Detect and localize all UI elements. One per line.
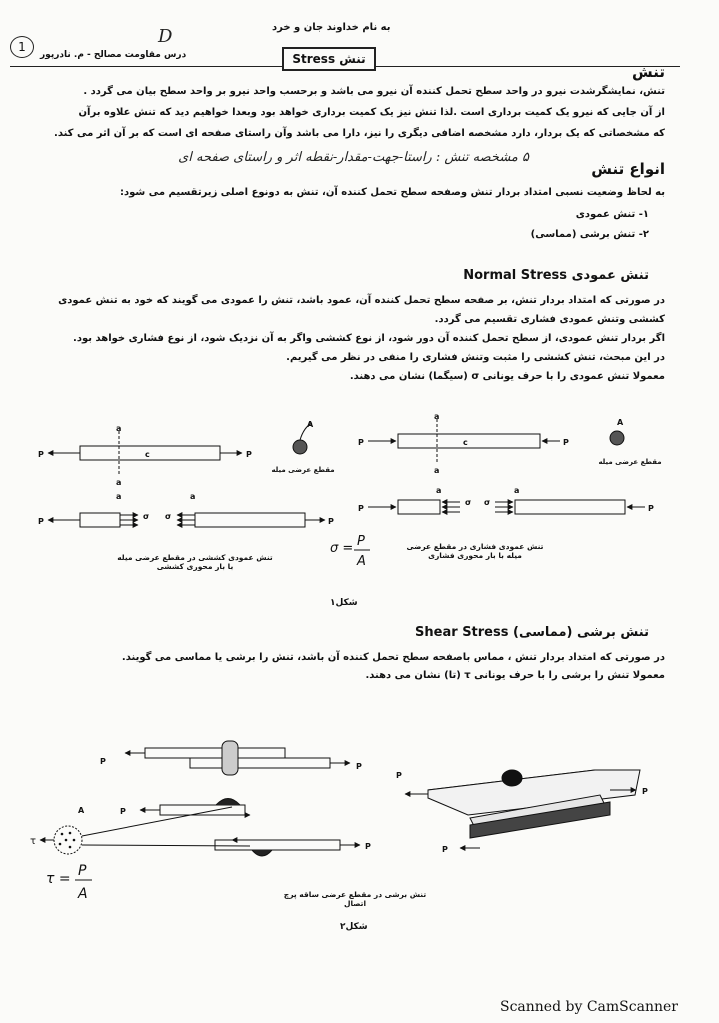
fig1-label-c1: c bbox=[145, 450, 150, 459]
figure-2-caption: شکل۲ bbox=[340, 922, 368, 932]
shear-cross-section bbox=[54, 826, 82, 854]
fig1-label-a5: a bbox=[116, 492, 122, 501]
fig1-label-P5: P bbox=[38, 517, 44, 526]
fig1-caption-tension: تنش عمودی کششی در مقطع عرضی میله با بار محوری کششی bbox=[117, 553, 273, 571]
fig2-label-P1: P bbox=[100, 757, 106, 766]
stress-para-1: تنش، نمایشگرشدت نیرو در واحد سطح تحمل کننده آن نیرو می باشد و برحسب واحد نیرو بر واحد سطح بیان می گردد . bbox=[83, 86, 665, 97]
fig1-label-a4: a bbox=[434, 466, 440, 475]
fig1-label-P4: P bbox=[563, 438, 569, 447]
figure-1-caption: شکل۱ bbox=[330, 598, 358, 608]
fig1-cross-label-left: مقطع عرضی میله bbox=[271, 466, 335, 474]
fig2-label-P7: P bbox=[442, 845, 448, 854]
figure-2-diagram bbox=[0, 720, 719, 905]
fig1-formula-num: P bbox=[357, 534, 365, 549]
fig2-caption-bolt: تنش برشی در مقطع عرضی ساقه پرچ اتصال bbox=[283, 890, 427, 908]
fig1-label-A2: A bbox=[617, 418, 624, 427]
bar-tension-full bbox=[80, 446, 220, 460]
heading-stress-types: انواع تنش bbox=[591, 160, 665, 178]
types-item-normal: ۱- تنش عمودی bbox=[575, 209, 649, 220]
fig1-cross-label-right: مقطع عرضی میله bbox=[598, 458, 662, 466]
handwritten-mark: D bbox=[158, 26, 173, 47]
shear-line-1: در صورتی که امتداد بردار تنش ، مماس باصفحه سطح تحمل کننده آن باشد، تنش را برشی یا مماسی می گویند. bbox=[121, 652, 665, 663]
fig1-label-P8: P bbox=[648, 504, 654, 513]
fig1-label-A1: A bbox=[307, 420, 314, 429]
normal-line-2: کششی وتنش عمودی فشاری تقسیم می گردد. bbox=[434, 314, 665, 325]
rivet-top bbox=[222, 741, 238, 775]
heading-shear-stress: تنش برشی (مماسی) Shear Stress bbox=[415, 625, 649, 640]
normal-line-3: اگر بردار تنش عمودی، از سطح تحمل کننده آن دور شود، از نوع کششی واگر به آن نزدیک شود، از نوع فشاری خواهد بود. bbox=[73, 333, 665, 344]
shear-line-2: معمولا تنش را برشی را با حرف یونانی τ (تا) نشان می دهند. bbox=[365, 670, 665, 681]
fig1-label-a6: a bbox=[190, 492, 196, 501]
fig1-formula-lhs: σ = bbox=[330, 541, 354, 556]
fig2-label-P5: P bbox=[396, 771, 402, 780]
fig2-formula-lhs: τ = bbox=[46, 871, 71, 887]
fig1-sigma-2: σ bbox=[165, 512, 172, 521]
fig2-formula-den: A bbox=[78, 886, 88, 902]
fig2-formula-num: P bbox=[78, 863, 87, 879]
course-name: درس مقاومت مصالح - م. نادرپور bbox=[40, 50, 187, 60]
bar-compression-full bbox=[398, 434, 540, 448]
fig1-sigma-1: σ bbox=[143, 512, 150, 521]
scanner-watermark: Scanned by CamScanner bbox=[500, 999, 678, 1015]
handwritten-note: ۵ مشخصه تنش : راستا-جهت-مقدار-نقطه اثر و راستای صفحه ای bbox=[178, 150, 529, 165]
types-item-shear: ۲- تنش برشی (مماسی) bbox=[530, 229, 649, 240]
page-number: 1 bbox=[18, 40, 26, 54]
shear-stress-dots bbox=[59, 832, 76, 849]
fig1-label-a3: a bbox=[434, 412, 440, 421]
fig1-label-P2: P bbox=[246, 450, 252, 459]
fig1-label-P6: P bbox=[328, 517, 334, 526]
normal-line-5: معمولا تنش عمودی را با حرف یونانی σ (سیگما) نشان می دهند. bbox=[349, 371, 665, 382]
figure-1-diagram bbox=[0, 405, 719, 620]
heading-stress: تنش bbox=[632, 63, 665, 81]
fig1-label-a7: a bbox=[436, 486, 442, 495]
page-number-circle bbox=[10, 36, 34, 58]
fig2-label-P3: P bbox=[120, 807, 126, 816]
fig1-caption-compression: تنش عمودی فشاری در مقطع عرضی میله با بار محوری فشاری bbox=[406, 542, 544, 560]
fig1-sigma-3: σ bbox=[465, 498, 472, 507]
fig2-label-A: A bbox=[78, 806, 85, 815]
fig1-label-a2: a bbox=[116, 478, 122, 487]
stress-para-3: که مشخصاتی که یک بردار، دارد مشخصه اضافی دیگری را نیز، دارا می باشد وآن راستای صفحه ای است که بر آن اثر می کند. bbox=[54, 128, 665, 139]
fig1-label-P3: P bbox=[358, 438, 364, 447]
fig1-label-P7: P bbox=[358, 504, 364, 513]
fig2-label-P4: P bbox=[365, 842, 371, 851]
normal-line-1: در صورتی که امتداد بردار تنش، بر صفحه سطح تحمل کننده آن، عمود باشد، تنش را عمودی می گویند که خود به تنش عمودی bbox=[58, 295, 665, 306]
fig2-label-P2: P bbox=[356, 762, 362, 771]
types-intro: به لحاظ وضعیت نسبی امتداد بردار تنش وصفحه سطح تحمل کننده آن، تنش به دونوع اصلی زیرتقسیم می شود: bbox=[120, 187, 665, 198]
fig2-label-tau: τ bbox=[30, 836, 37, 847]
fig1-label-a8: a bbox=[514, 486, 520, 495]
cross-section-right bbox=[610, 431, 624, 445]
fig1-label-c2: c bbox=[463, 438, 468, 447]
bismillah: به نام خداوند جان و خرد bbox=[272, 22, 391, 33]
fig2-label-P6: P bbox=[642, 787, 648, 796]
cross-section-left bbox=[293, 440, 307, 454]
heading-normal-stress: تنش عمودی Normal Stress bbox=[463, 268, 649, 283]
fig1-label-a1: a bbox=[116, 424, 122, 433]
normal-line-4: در این مبحث، تنش کششی را مثبت وتنش فشاری را منفی در نظر می گیریم. bbox=[286, 352, 665, 363]
stress-para-2: از آن جایی که نیرو یک کمیت برداری است .لذا تنش نیز یک کمیت برداری خواهد بود وبعدا خواهیم دید که تنش علاوه برآن bbox=[78, 107, 665, 118]
fig1-formula-den: A bbox=[357, 554, 366, 569]
fig1-label-P1: P bbox=[38, 450, 44, 459]
title-box: تنش Stress bbox=[282, 47, 376, 71]
fig1-sigma-4: σ bbox=[484, 498, 491, 507]
